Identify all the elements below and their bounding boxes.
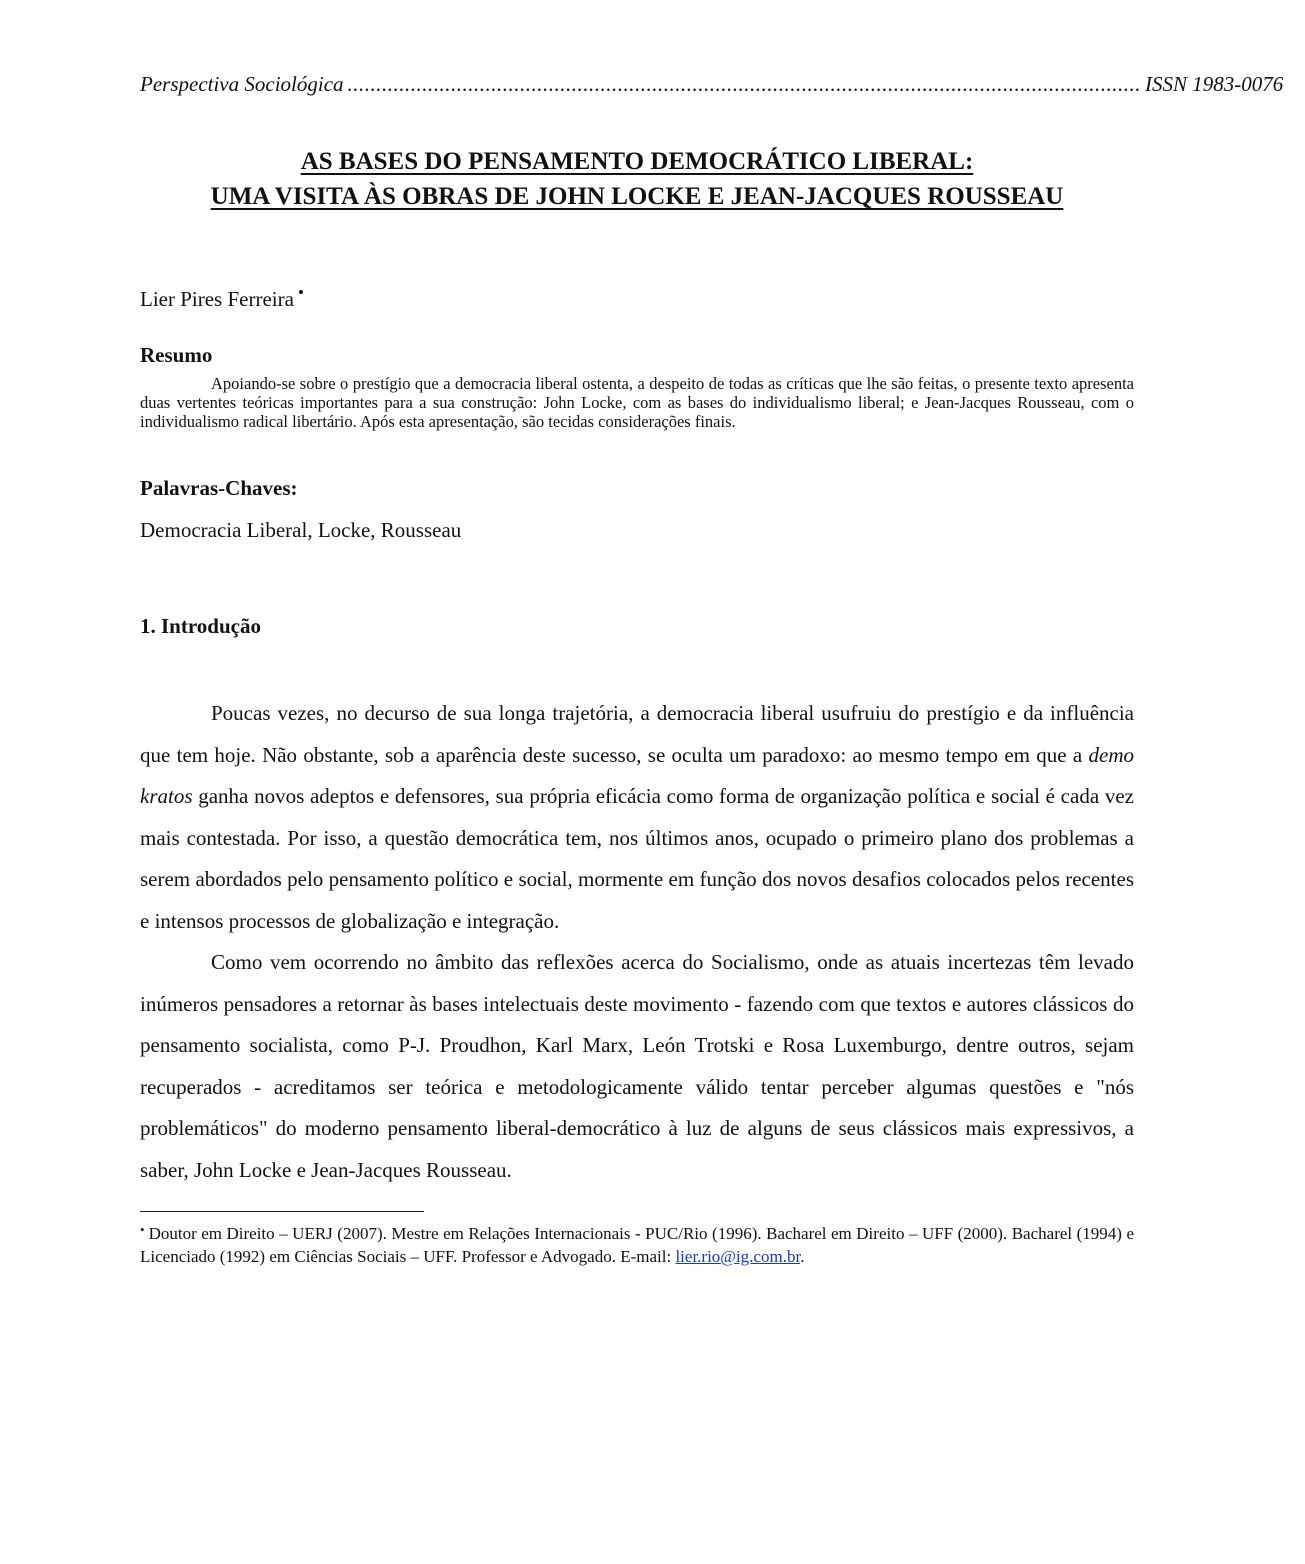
issn-number: ISSN 1983-0076 bbox=[1145, 72, 1284, 96]
italic-term: demo kratos bbox=[140, 742, 1135, 808]
footnote-marker: • bbox=[140, 1222, 145, 1237]
running-header bbox=[140, 68, 1284, 100]
keywords-text: Democracia Liberal, Locke, Rousseau bbox=[140, 518, 462, 542]
paragraph-1-end: ganha novos adeptos e defensores, sua própria eficácia como forma de organização política e social é cada vez mais contestada. Por isso, a questão democrática tem, nos últimos anos, ocupado o primeiro plano dos problemas a serem abordados pelo pensamento político e social, mormente em função dos novos desafios colocados pelos recentes e intensos processos de globalização e integração. bbox=[140, 784, 1134, 933]
abstract-heading: Resumo bbox=[140, 343, 213, 367]
abstract-text: Apoiando-se sobre o prestígio que a democracia liberal ostenta, a despeito de todas as críticas que lhe são feitas, o presente texto apresenta duas vertentes teóricas importantes para a sua construção: John Locke, com as bases do individualismo liberal; e Jean-Jacques Rousseau, com o individualismo radical libertário. Após esta apresentação, são tecidas considerações finais. bbox=[140, 374, 1134, 431]
footnote bbox=[140, 1222, 1134, 1268]
keywords-heading: Palavras-Chaves: bbox=[140, 476, 298, 500]
author-line bbox=[140, 284, 1134, 314]
paragraph-1 bbox=[140, 693, 1134, 942]
paragraph-2: Como vem ocorrendo no âmbito das reflexões acerca do Socialismo, onde as atuais incertezas têm levado inúmeros pensadores a retornar às bases intelectuais deste movimento - fazendo com que textos e autores clássicos do pensamento socialista, como P-J. Proudhon, Karl Marx, León Trotski e Rosa Luxemburgo, dentre outros, sejam recuperados - acreditamos ser teórica e metodologicamente válido tentar perceber algumas questões e "nós problemáticos" do moderno pensamento liberal-democrático à luz de alguns de seus clássicos mais expressivos, a saber, John Locke e Jean-Jacques Rousseau. bbox=[140, 950, 1134, 1182]
author-name: Lier Pires Ferreira bbox=[140, 287, 294, 311]
author-footnote-marker[interactable]: • bbox=[297, 283, 304, 302]
paragraph-1-start: Poucas vezes, no decurso de sua longa trajetória, a democracia liberal usufruiu do prestígio e da influência que tem hoje. Não obstante, sob a aparência deste sucesso, se oculta um paradoxo: ao mesmo tempo em que a bbox=[140, 701, 1134, 767]
footnote-text: Doutor em Direito – UERJ (2007). Mestre em Relações Internacionais - PUC/Rio (1996). Bacharel em Direito – UFF (2000). Bacharel (1994) e Licenciado (1992) em Ciências Sociais – UFF. Professor e Advogado. E-mail: bbox=[140, 1224, 1134, 1266]
title-line-1: AS BASES DO PENSAMENTO DEMOCRÁTICO LIBERAL: bbox=[300, 148, 974, 175]
body-text bbox=[140, 693, 1134, 1191]
section-heading-introduction: 1. Introdução bbox=[140, 614, 261, 638]
footnote-separator bbox=[140, 1211, 424, 1212]
title-line-2: UMA VISITA ÀS OBRAS DE JOHN LOCKE E JEAN-JACQUES ROUSSEAU bbox=[210, 183, 1064, 210]
journal-name: Perspectiva Sociológica bbox=[140, 72, 344, 96]
header-leader-dots: .......................................................................................................................................... bbox=[347, 72, 1142, 96]
footnote-end: . bbox=[800, 1247, 805, 1266]
email-link[interactable]: lier.rio@ig.com.br bbox=[675, 1247, 801, 1266]
document-page bbox=[140, 68, 1284, 1268]
article-title bbox=[140, 144, 1134, 214]
